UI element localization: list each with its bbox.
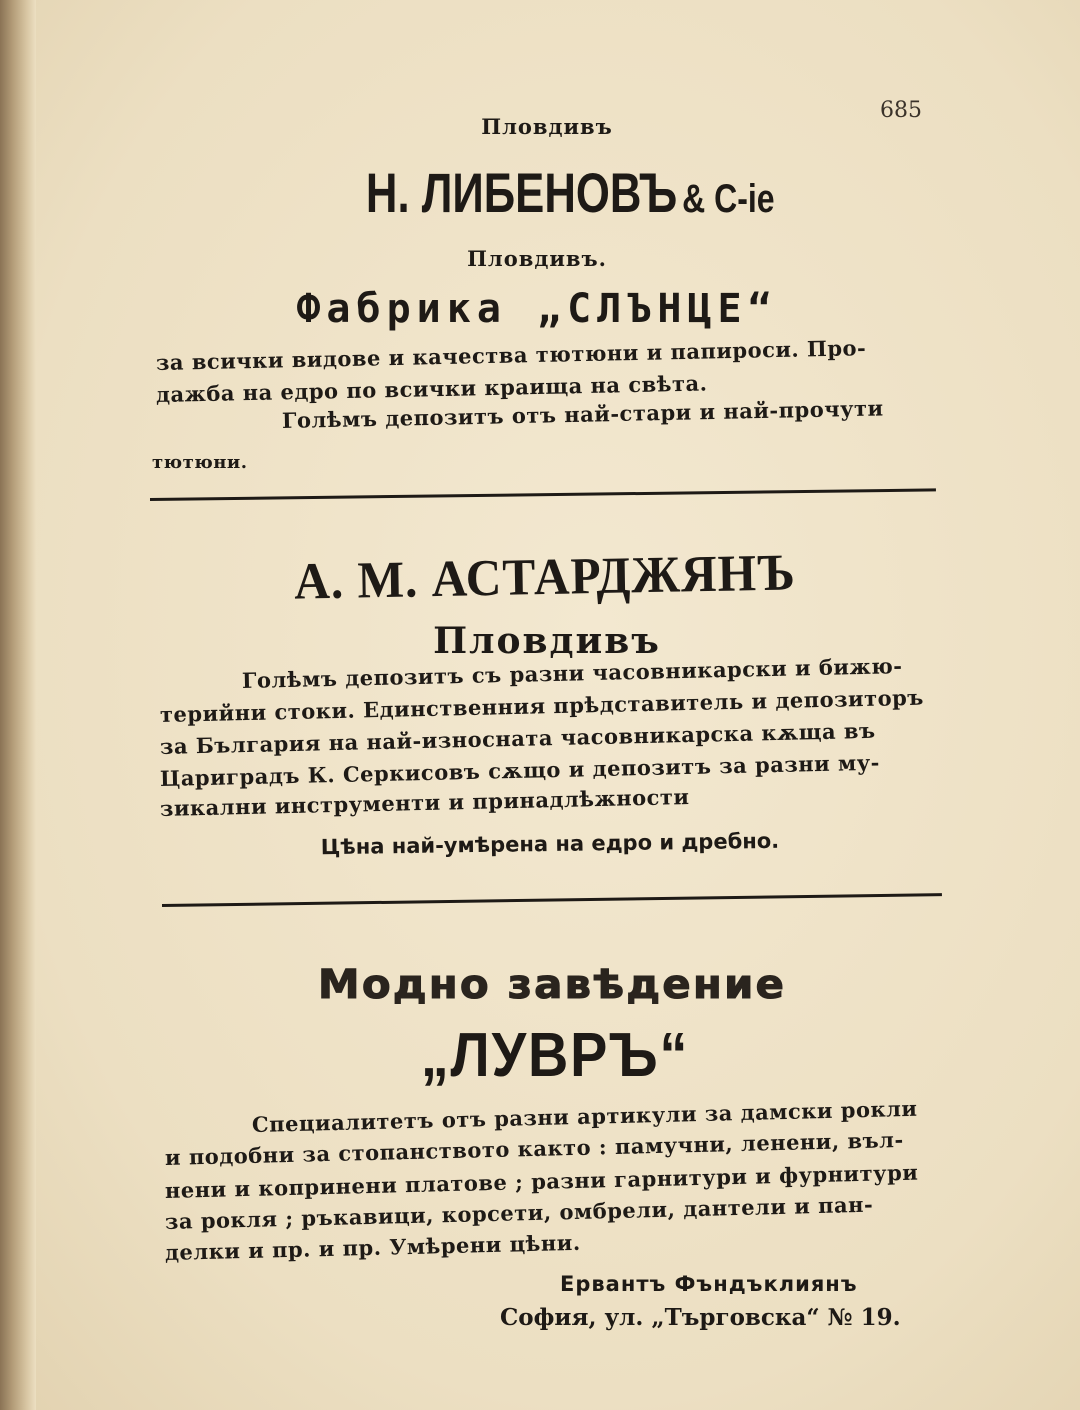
ad3-shop-name: „ЛУВРЪ“	[420, 1021, 690, 1090]
ad2-price-line: Цѣна най-умѣрена на едро и дребно.	[320, 828, 780, 860]
ad3-owner: Ервантъ Фъндъклиянъ	[560, 1272, 858, 1296]
ad2-line-1: Голѣмъ депозитъ съ разни часовникарски и бижю-	[241, 653, 903, 693]
ad3-line-4: за рокля ; ръкавици, корсети, омбрели, дантели и пан-	[164, 1191, 874, 1234]
divider-1	[150, 488, 936, 501]
ad2-line-5: зикални инструменти и принадлѣжности	[159, 783, 690, 821]
ad1-line-2: дажба на едро по всички краища на свѣта.	[155, 370, 708, 407]
book-spine	[0, 0, 36, 1410]
ad1-line-3: Голѣмъ депозитъ отъ най-стари и най-прочути	[281, 395, 884, 433]
ad2-line-3: за България на най-износната часовникарска кѫща въ	[159, 717, 876, 759]
ad1-company-name: Н. ЛИБЕНОВЪ	[365, 161, 678, 224]
ad3-address: София, ул. „Търговска“ № 19.	[500, 1304, 901, 1331]
ad1-line-1: за всички видове и качества тютюни и папироси. Про-	[155, 335, 867, 375]
ad3-line-1: Специалитетъ отъ разни артикули за дамски рокли	[251, 1095, 918, 1137]
ad1-company-suffix: & С-ie	[682, 177, 775, 221]
ad1-company-heading	[278, 160, 798, 230]
ad1-line-4: тютюни.	[152, 452, 248, 473]
ad1-top-city: Пловдивъ	[481, 114, 613, 139]
ad3-line-5: делки и пр. и пр. Умѣрени цѣни.	[164, 1229, 581, 1265]
ad2-line-2: терийни стоки. Единственния прѣдставитель и депозиторъ	[159, 684, 925, 727]
ad1-factory-name: Фабрика „СЛЪНЦЕ“	[296, 286, 778, 332]
ad3-line-2: и подобни за стопанството както : памучни, ленени, въл-	[164, 1126, 904, 1170]
ad2-company-name: А. М. АСТАРДЖЯНЪ	[293, 544, 797, 611]
divider-2	[162, 893, 942, 907]
ad3-line-3: нени и копринени платове ; разни гарнитури и фурнитури	[164, 1159, 919, 1203]
ad2-city: Пловдивъ	[433, 620, 661, 662]
page-number: 685	[880, 98, 922, 123]
ad3-heading: Модно завѣдение	[317, 962, 787, 1008]
ad1-city: Пловдивъ.	[467, 246, 607, 271]
ad2-line-4: Цариградъ К. Серкисовъ сѫщо и депозитъ за разни му-	[159, 749, 881, 791]
